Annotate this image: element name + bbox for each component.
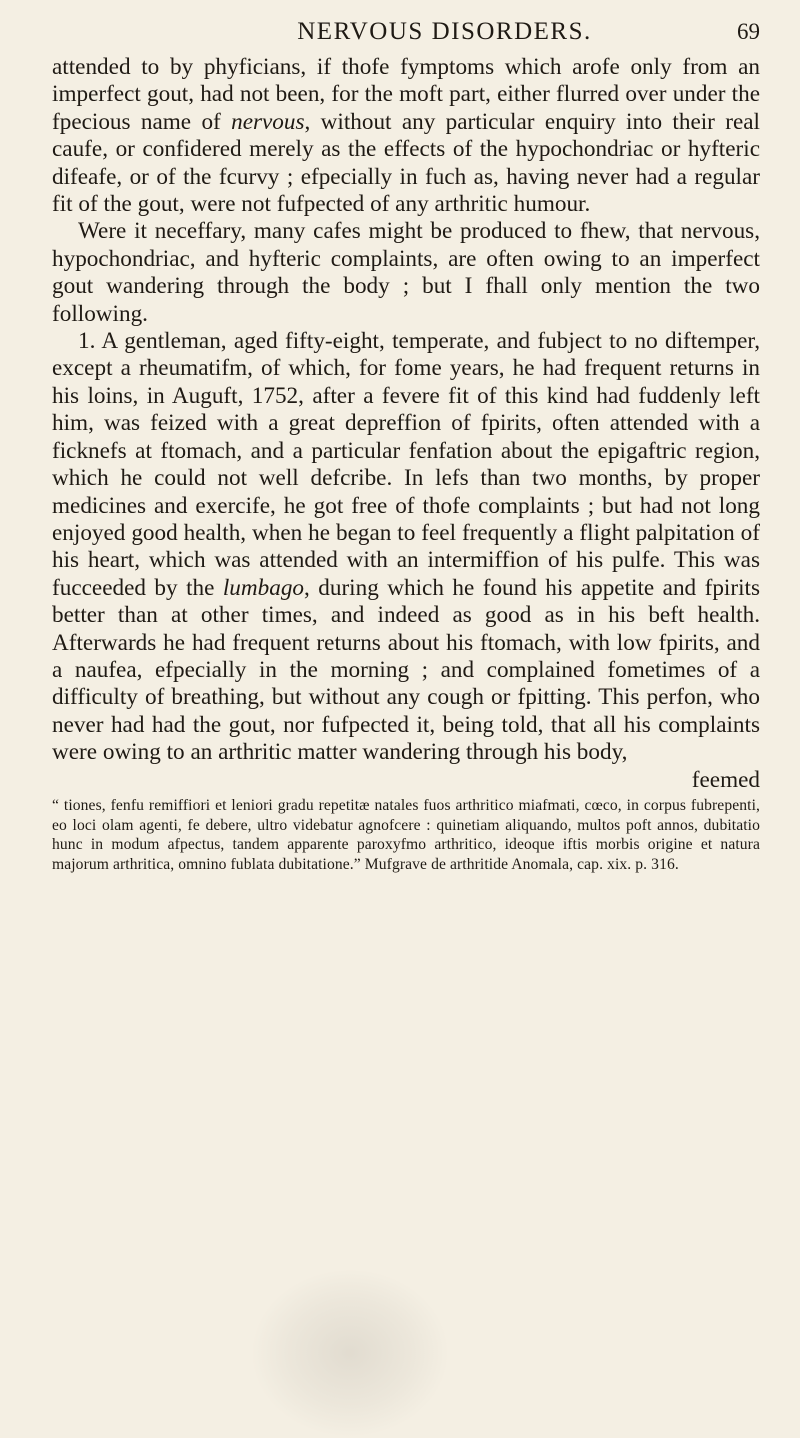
text-run: Were it neceffary, many cafes might be produced to fhew, that nervous, hypochondriac, and hyfteric complaints, are often owing to an imperfect gout wandering through the body ; but I fhall only mention the two following. xyxy=(52,218,760,327)
paragraph xyxy=(52,54,760,218)
text-run: , without any particular enquiry into their real caufe, or confidered merely as the effects of the hypochondriac or hyfteric difeafe, or of the fcurvy ; efpecially in fuch as, having never had a regular fit of the gout, were not fufpected of any arthritic humour. xyxy=(52,108,760,218)
book-page xyxy=(52,18,760,1418)
running-title: NERVOUS DISORDERS. xyxy=(297,18,592,45)
text-run: attended to by phyficians, if thofe fymptoms which arofe only from an imperfect gout, had not been, for the moft part, either flurred over under the fpecious name of xyxy=(52,54,760,135)
body-text xyxy=(52,54,760,794)
paragraph xyxy=(52,767,760,794)
footnote xyxy=(52,796,760,874)
italic-term: nervous xyxy=(231,108,305,135)
paragraph xyxy=(52,218,760,328)
text-run: , during which he found his appetite and fpirits better than at other times, and indeed as good as in his beft health. Afterwards he had frequent returns about his ftomach, with low fpirits, and a naufea, efpecially in the morning ; and complained fometimes of a difficulty of breathing, but without any cough or fpitting. This perfon, who never had had the gout, nor fufpected it, being told, that all his complaints were owing to an arthritic matter wandering through his body, xyxy=(52,574,760,766)
text-run: feemed xyxy=(691,766,760,793)
running-head xyxy=(52,18,760,54)
footnote-text: “ tiones, fenfu remiffiori et leniori gradu repetitæ natales fuos arthritico miafmati, cœco, in corpus fubrepenti, eo loci olam agenti, fe debere, ultro videbatur agnofcere : quinetiam aliquando, multos poft annos, dubitatio hunc in modum afpectus, tandem apparente paroxyfmo arthritico, ideoque iftis morbis origine et natura majorum arthritica, omnino fublata dubitatione.” Mufgrave de arthritide Anomala, cap. xix. p. 316. xyxy=(52,796,760,873)
italic-term: lumbago xyxy=(222,574,305,601)
page-number: 69 xyxy=(737,19,760,44)
paragraph xyxy=(52,328,760,767)
text-run: 1. A gentleman, aged fifty-eight, temperate, and fubject to no diftemper, except a rheumatifm, of which, for fome years, he had frequent returns in his loins, in Auguft, 1752, after a fevere fit of this kind had fuddenly left him, was feized with a great depreffion of fpirits, often attended with a ficknefs at ftomach, and a particular fenfation about the epigaftric region, which he could not well defcribe. In lefs than two months, by proper medicines and exercife, he got free of thofe complaints ; but had not long enjoyed good health, when he began to feel frequently a flight palpitation of his heart, which was attended with an intermiffion of his pulfe. This was fucceeded by the xyxy=(52,328,760,601)
